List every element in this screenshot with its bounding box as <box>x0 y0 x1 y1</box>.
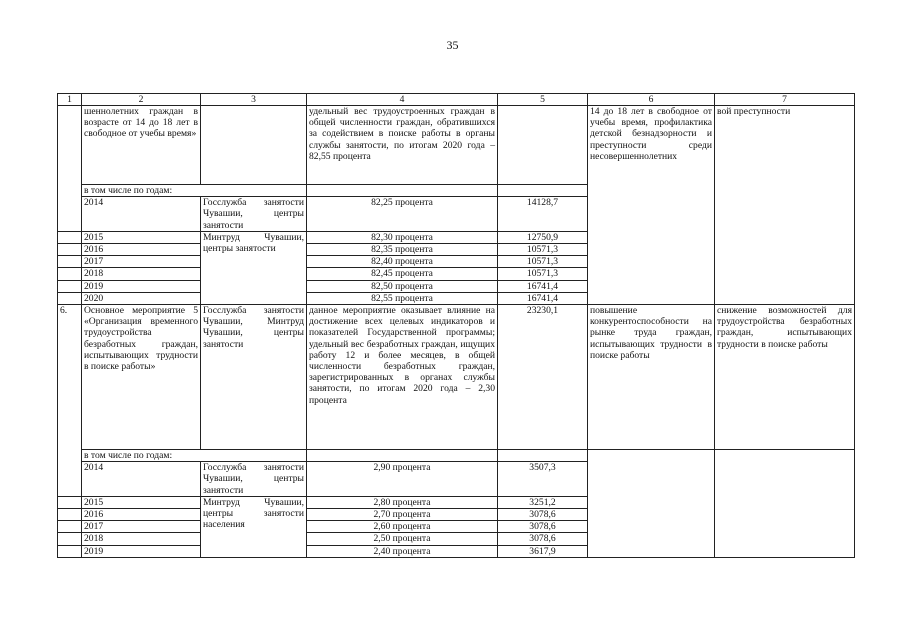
amount-cell: 3078,6 <box>498 533 588 545</box>
row-number-cell <box>58 280 82 292</box>
year-cell: 2020 <box>82 292 201 304</box>
empty-cell <box>498 185 588 197</box>
executor-cell: Госслужба занятости Чувашии, Минтруд Чувашии, центры занятости <box>201 305 307 450</box>
executor-cell: Госслужба занятости Чувашии, центры занятости <box>201 462 307 497</box>
indicator-value-cell: 82,35 процента <box>307 244 498 256</box>
indicator-value-cell: 82,50 процента <box>307 280 498 292</box>
indicator-value-cell: 82,45 процента <box>307 268 498 280</box>
year-cell: 2014 <box>82 462 201 497</box>
amount-cell: 16741,4 <box>498 280 588 292</box>
amount-cell <box>498 106 588 185</box>
header-cell: 1 <box>58 94 82 106</box>
row-number-cell <box>58 268 82 280</box>
page-number: 35 <box>446 38 459 52</box>
activity-name-cell: шеннолетних граждан в возрасте от 14 до 18 лет в свободное от учебы время» <box>82 106 201 185</box>
indicator-value-cell: 2,90 процента <box>307 462 498 497</box>
by-years-label: в том числе по годам: <box>82 450 307 462</box>
amount-cell: 10571,3 <box>498 244 588 256</box>
amount-cell: 10571,3 <box>498 256 588 268</box>
row-number-cell <box>58 231 82 243</box>
expected-result-cell: повышение конкурентоспособности на рынке труда граждан, испытывающих трудности в поиске работы <box>588 305 715 450</box>
amount-cell: 3507,3 <box>498 462 588 497</box>
year-cell: 2018 <box>82 533 201 545</box>
activity-name-cell: Основное мероприятие 5 «Организация временного трудоустройства безработных граждан, испытывающих трудности в поиске работы» <box>82 305 201 450</box>
indicator-value-cell: 82,55 процента <box>307 292 498 304</box>
row-number-cell <box>58 521 82 533</box>
table-row <box>58 305 855 450</box>
expected-result-cell <box>588 450 715 558</box>
by-years-label: в том числе по годам: <box>82 185 307 197</box>
table-row <box>58 450 855 462</box>
year-cell: 2016 <box>82 244 201 256</box>
row-number-cell <box>58 197 82 232</box>
indicator-value-cell: 2,50 процента <box>307 533 498 545</box>
amount-cell: 23230,1 <box>498 305 588 450</box>
program-table <box>57 93 855 558</box>
amount-cell: 3078,6 <box>498 521 588 533</box>
indicator-value-cell: 2,40 процента <box>307 545 498 557</box>
amount-cell: 14128,7 <box>498 197 588 232</box>
row-number-cell <box>58 509 82 521</box>
row-number-cell <box>58 462 82 497</box>
year-cell: 2019 <box>82 280 201 292</box>
indicator-value-cell: 2,80 процента <box>307 496 498 508</box>
row-number-cell <box>58 533 82 545</box>
year-cell: 2014 <box>82 197 201 232</box>
table-header-row <box>58 94 855 106</box>
indicator-value-cell: 82,25 процента <box>307 197 498 232</box>
row-number-cell <box>58 256 82 268</box>
empty-cell <box>307 450 498 462</box>
header-cell: 3 <box>201 94 307 106</box>
amount-cell: 3078,6 <box>498 509 588 521</box>
year-cell: 2017 <box>82 521 201 533</box>
executor-cell: Госслужба занятости Чувашии, центры занятости <box>201 197 307 232</box>
expected-result-cell: 14 до 18 лет в свободное от учебы время, профилактика детской безнадзорности и преступности среди несовершеннолетних <box>588 106 715 305</box>
executor-cell <box>201 106 307 185</box>
header-cell: 4 <box>307 94 498 106</box>
indicator-description-cell: удельный вес трудоустроенных граждан в общей численности граждан, обратившихся за содействием в поиске работы в органы службы занятости, по итогам 2020 года – 82,55 процента <box>307 106 498 185</box>
row-number-cell <box>58 292 82 304</box>
year-cell: 2018 <box>82 268 201 280</box>
header-cell: 5 <box>498 94 588 106</box>
executor-cell: Минтруд Чувашии, центры занятости <box>201 231 307 304</box>
amount-cell: 3251,2 <box>498 496 588 508</box>
consequence-cell <box>715 450 855 558</box>
header-cell: 2 <box>82 94 201 106</box>
amount-cell: 16741,4 <box>498 292 588 304</box>
amount-cell: 10571,3 <box>498 268 588 280</box>
year-cell: 2016 <box>82 509 201 521</box>
header-cell: 6 <box>588 94 715 106</box>
executor-cell: Минтруд Чувашии, центры занятости населения <box>201 496 307 557</box>
indicator-description-cell: данное мероприятие оказывает влияние на достижение всех целевых индикаторов и показателей Государственной программы; удельный вес безработных граждан, ищущих работу 12 и более месяцев, в общей численности безработных граждан, зарегистрированных в органах службы занятости, по итогам 2020 года – 2,30 процента <box>307 305 498 450</box>
row-number-cell <box>58 545 82 557</box>
header-cell: 7 <box>715 94 855 106</box>
year-cell: 2017 <box>82 256 201 268</box>
row-number-cell: 6. <box>58 305 82 462</box>
amount-cell: 12750,9 <box>498 231 588 243</box>
indicator-value-cell: 2,60 процента <box>307 521 498 533</box>
row-number-cell <box>58 244 82 256</box>
row-number-cell <box>58 106 82 197</box>
consequence-cell: снижение возможностей для трудоустройства безработных граждан, испытывающих трудности в поиске работы <box>715 305 855 450</box>
indicator-value-cell: 82,40 процента <box>307 256 498 268</box>
year-cell: 2019 <box>82 545 201 557</box>
consequence-cell: вой преступности <box>715 106 855 305</box>
empty-cell <box>498 450 588 462</box>
indicator-value-cell: 82,30 процента <box>307 231 498 243</box>
year-cell: 2015 <box>82 496 201 508</box>
year-cell: 2015 <box>82 231 201 243</box>
row-number-cell <box>58 496 82 508</box>
empty-cell <box>307 185 498 197</box>
indicator-value-cell: 2,70 процента <box>307 509 498 521</box>
amount-cell: 3617,9 <box>498 545 588 557</box>
table-row <box>58 106 855 185</box>
